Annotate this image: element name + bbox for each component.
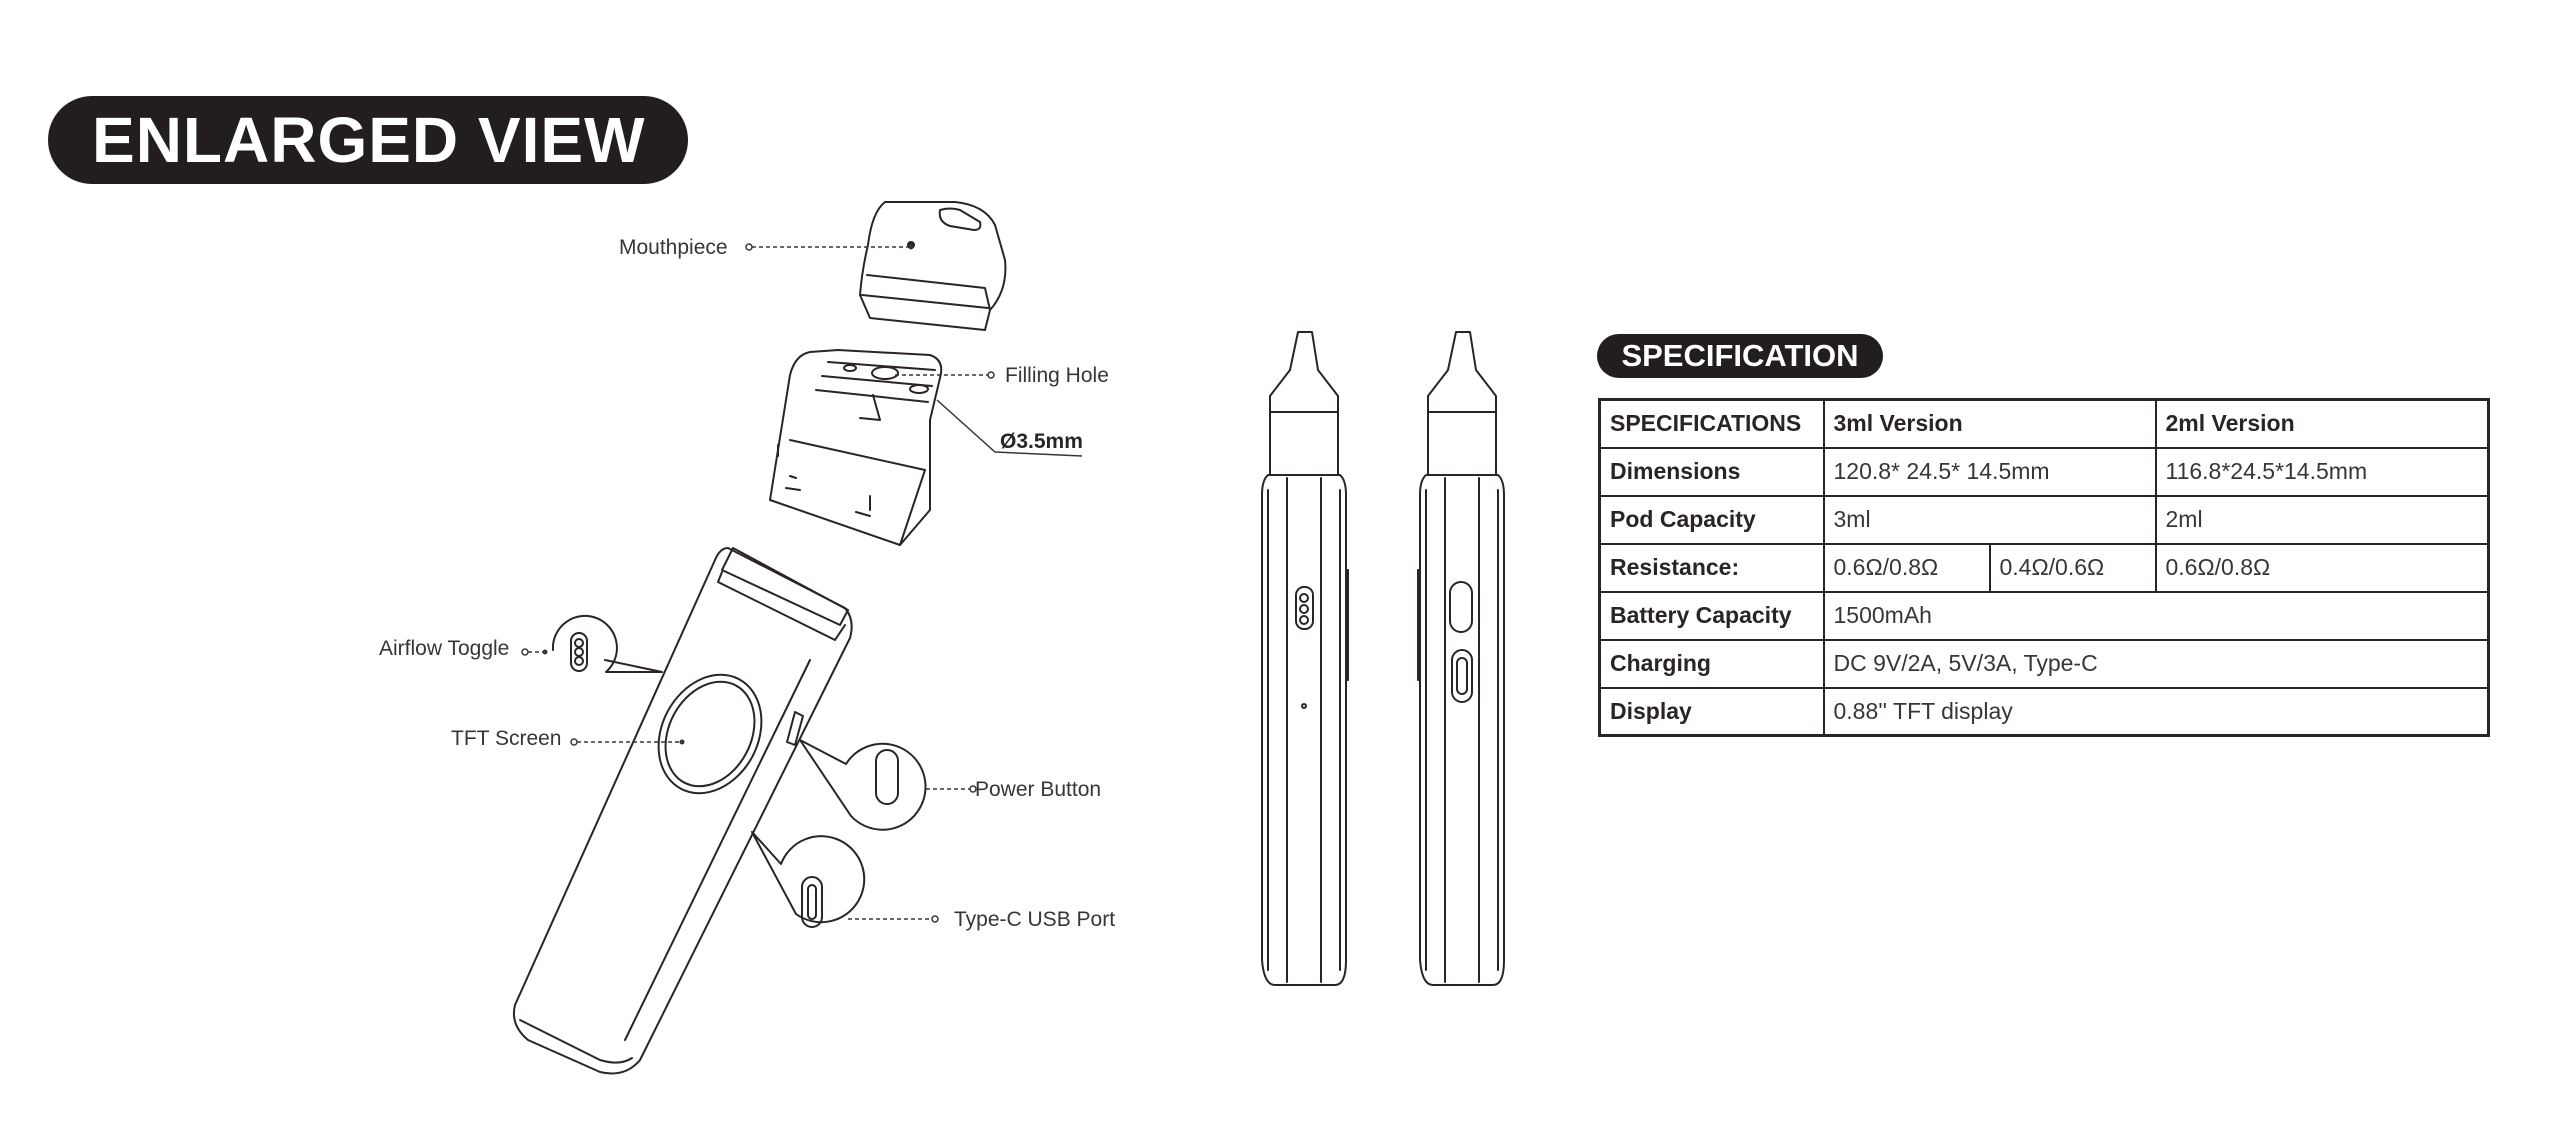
spec-table [1598,398,2490,737]
spec-header-cell: 3ml Version [1824,400,2156,448]
side-view-left [1262,332,1348,985]
cell-value: 116.8*24.5*14.5mm [2156,448,2489,496]
table-row [1600,544,2489,592]
spec-header-cell: SPECIFICATIONS [1600,400,1824,448]
label-power-button: Power Button [975,778,1102,801]
cell-value: 0.88'' TFT display [1824,688,2489,736]
page-title: ENLARGED VIEW [48,96,688,184]
label-usb-port: Type-C USB Port [954,908,1116,931]
row-label: Resistance: [1600,544,1824,592]
cell-value: 0.6Ω/0.8Ω [1824,544,1990,592]
table-row [1600,496,2489,544]
row-label: Battery Capacity [1600,592,1824,640]
mouthpiece-drawing [860,202,1005,330]
table-row [1600,400,2489,448]
cell-value: 2ml [2156,496,2489,544]
cell-value: 120.8* 24.5* 14.5mm [1824,448,2156,496]
cell-value: 1500mAh [1824,592,2489,640]
cell-value: 0.6Ω/0.8Ω [2156,544,2489,592]
spec-title: SPECIFICATION [1597,334,1883,378]
label-mouthpiece: Mouthpiece [619,236,728,259]
label-diameter: Ø3.5mm [1000,430,1083,453]
label-filling-hole: Filling Hole [1005,364,1109,387]
label-airflow-toggle: Airflow Toggle [379,637,510,660]
table-row [1600,640,2489,688]
label-tft-screen: TFT Screen [451,727,562,750]
row-label: Charging [1600,640,1824,688]
usb-callout [752,832,864,927]
row-label: Display [1600,688,1824,736]
cell-value: 3ml [1824,496,2156,544]
cell-value: DC 9V/2A, 5V/3A, Type-C [1824,640,2489,688]
power-callout [800,740,926,830]
table-row [1600,448,2489,496]
device-body-drawing [514,548,852,1074]
cell-value: 0.4Ω/0.6Ω [1990,544,2156,592]
table-row [1600,688,2489,736]
side-view-right [1418,332,1504,985]
table-row [1600,592,2489,640]
row-label: Pod Capacity [1600,496,1824,544]
spec-header-cell: 2ml Version [2156,400,2489,448]
pod-drawing [770,350,941,545]
airflow-callout [553,616,662,672]
row-label: Dimensions [1600,448,1824,496]
